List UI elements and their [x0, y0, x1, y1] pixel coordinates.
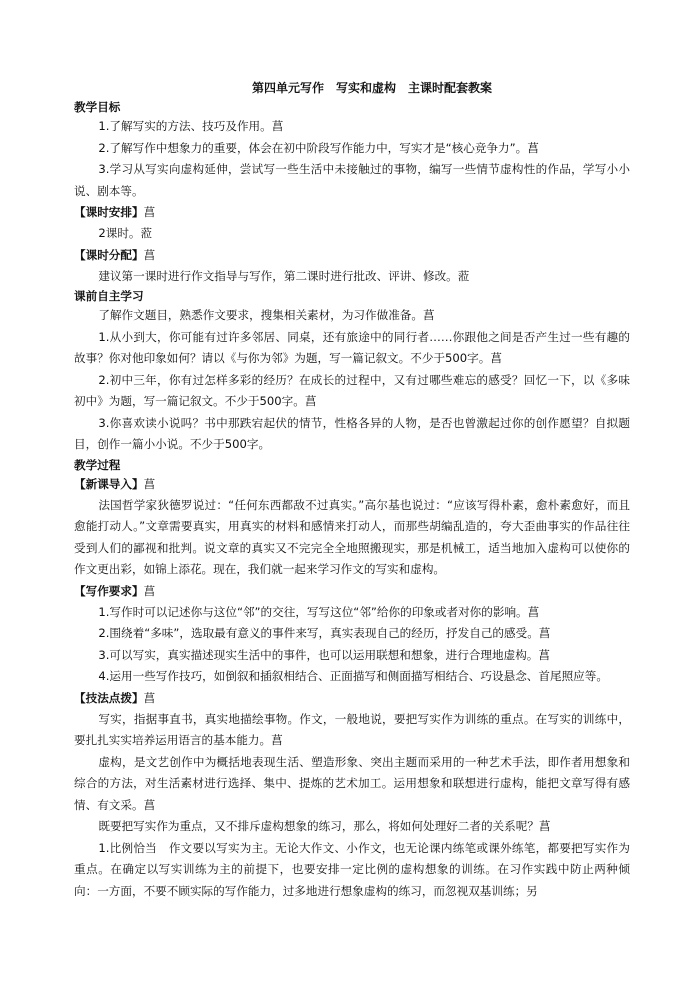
requirement-item-1: 1.写作时可以记述你与这位“邻”的交往，写写这位“邻”给你的印象或者对你的影响。菖 [98, 604, 540, 619]
preview-item-1: 1.从小到大，你可能有过许多邻居、同桌，还有旅途中的同行者……你跟他之间是否产生过一些有趣的故事？你对他印象如何？请以《与你为邻》为题，写一篇记叙文。不少于500字。菖 [74, 329, 630, 365]
goal-item-1: 1.了解写实的方法、技巧及作用。菖 [98, 119, 284, 133]
requirements-heading: 【写作要求】 [74, 583, 144, 598]
allocation-mark: 菖 [143, 247, 156, 262]
document-page [74, 78, 630, 902]
schedule-heading-row [74, 202, 630, 223]
schedule-heading: 【课时安排】 [74, 205, 144, 219]
preview-heading: 课前自主学习 [74, 289, 144, 303]
tips-paragraph-2: 虚构，是文艺创作中为概括地表现生活、塑造形象、突出主题而采用的一种艺术手法，即作者用想象和综合的方法，对生活素材进行选择、集中、提炼的艺术加工。运用想象和联想进行虚构，能把文章写得有感情、有文采。菖 [74, 754, 630, 812]
intro-heading: 【新课导入】 [74, 476, 144, 491]
preview-item-3: 3.你喜欢读小说吗？书中那跌宕起伏的情节，性格各异的人物，是否也曾激起过你的创作愿望？自拟题目，创作一篇小小说。不少于500字。 [74, 415, 630, 451]
schedule-text: 2课时。蒞 [98, 226, 153, 240]
tips-paragraph-3: 既要把写实作为重点，又不排斥虚构想象的练习，那么，将如何处理好二者的关系呢？菖 [98, 819, 551, 833]
intro-mark: 菖 [143, 476, 156, 491]
process-heading: 教学过程 [74, 457, 121, 472]
tips-paragraph-1: 写实，指据事直书，真实地描绘事物。作文，一般地说，要把写实作为训练的重点。在写实的训练中，要扎扎实实培养运用语言的基本能力。菖 [74, 711, 630, 747]
requirements-heading-row [74, 581, 630, 602]
goals-heading: 教学目标 [74, 100, 121, 114]
preview-intro: 了解作文题目，熟悉作文要求，搜集相关素材，为习作做准备。菖 [98, 308, 435, 322]
schedule-mark: 菖 [143, 205, 156, 219]
requirements-mark: 菖 [143, 583, 156, 598]
tips-paragraph-4: 1.比例恰当 作文要以写实为主。无论大作文、小作文，也无论课内练笔或课外练笔，都要把写实作为重点。在确定以写实训练为主的前提下，也要安排一定比例的虚构想象的训练。在习作实践中防止两种倾向：一方面，不要不顾实际的写作能力，过多地进行想象虚构的练习，而忽视双基训练；另 [74, 840, 630, 898]
requirement-item-3: 3.可以写实，真实描述现实生活中的事件，也可以运用联想和想象，进行合理地虚构。菖 [98, 647, 550, 662]
tips-heading-row [74, 688, 630, 709]
allocation-heading-row [74, 245, 630, 266]
intro-heading-row [74, 474, 630, 495]
intro-text: 法国哲学家狄德罗说过：“任何东西都敌不过真实。”高尔基也说过：“应该写得朴素，愈朴素愈好，而且愈能打动人。”文章需要真实，用真实的材料和感情来打动人，而那些胡编乱造的，夸大歪曲事实的作品往往受到人们的鄙视和批判。说文章的真实又不完完全全地照搬现实，那是机械工，适当地加入虚构可以使你的作文更出彩，如锦上添花。现在，我们就一起来学习作文的写实和虚构。 [74, 497, 630, 576]
preview-item-2: 2.初中三年，你有过怎样多彩的经历？在成长的过程中，又有过哪些难忘的感受？回忆一下，以《多味初中》为题，写一篇记叙文。不少于500字。菖 [74, 372, 630, 408]
allocation-text: 建议第一课时进行作文指导与写作，第二课时进行批改、评讲、修改。蒞 [98, 268, 470, 283]
tips-heading: 【技法点拨】 [74, 690, 144, 705]
tips-mark: 菖 [143, 690, 156, 705]
requirement-item-2: 2.围绕着“多味”，选取最有意义的事件来写，真实表现自己的经历，抒发自己的感受。菖 [98, 626, 551, 640]
page-title: 第四单元写作 写实和虚构 主课时配套教案 [251, 81, 492, 95]
requirement-item-4: 4.运用一些写作技巧，如倒叙和插叙相结合、正面描写和侧面描写相结合、巧设悬念、首尾照应等。 [98, 669, 608, 683]
allocation-heading: 【课时分配】 [74, 247, 144, 262]
goal-item-3: 3.学习从写实向虚构延伸，尝试写一些生活中未接触过的事物，编写一些情节虚构性的作品，学写小小说、剧本等。 [74, 162, 630, 198]
goal-item-2: 2.了解写作中想象力的重要，体会在初中阶段写作能力中，写实才是“核心竞争力”。菖 [98, 140, 539, 155]
